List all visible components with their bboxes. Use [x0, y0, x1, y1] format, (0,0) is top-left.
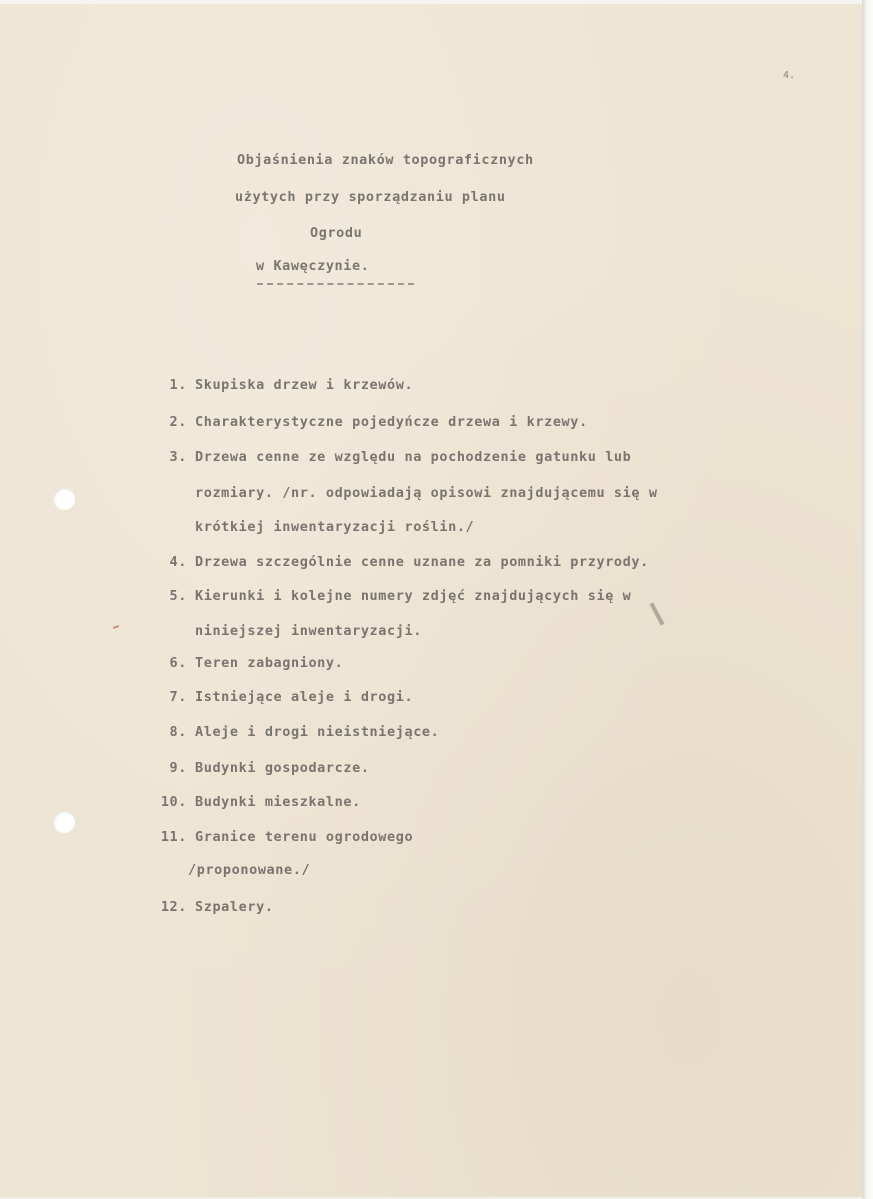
legend-item: [155, 449, 631, 465]
legend-item-number: 4.: [169, 554, 187, 570]
legend-item-number: 6.: [169, 655, 187, 671]
legend-item-text: Szpalery.: [195, 899, 274, 915]
legend-item-continuation: krótkiej inwentaryzacji roślin./: [195, 519, 475, 535]
legend-item-number: 10.: [160, 794, 187, 810]
legend-item: [155, 760, 370, 776]
page-number: 4.: [783, 70, 796, 81]
scan-right-edge: [862, 0, 873, 1199]
legend-item-text: Drzewa szczególnie cenne uznane za pomniki przyrody.: [195, 554, 649, 570]
legend-item-text: Budynki gospodarcze.: [195, 760, 370, 776]
legend-item-text: Granice terenu ogrodowego: [195, 829, 414, 845]
legend-item-continuation: /proponowane./: [188, 862, 311, 878]
legend-item: [155, 377, 413, 393]
legend-item-number: 3.: [169, 449, 187, 465]
pencil-tick: [113, 625, 119, 629]
legend-item-text: Teren zabagniony.: [195, 655, 344, 671]
legend-item-text: Kierunki i kolejne numery zdjęć znajdujących się w: [195, 588, 632, 604]
legend-item-number: 5.: [169, 588, 187, 604]
legend-item-text: Skupiska drzew i krzewów.: [195, 377, 414, 393]
punch-hole-lower: [53, 811, 75, 833]
legend-item-number: 2.: [169, 414, 187, 430]
legend-item: [155, 588, 631, 604]
title-line-4: w Kawęczynie.: [256, 258, 370, 274]
legend-item-continuation: niniejszej inwentaryzacji.: [195, 623, 422, 639]
legend-item-number: 9.: [169, 760, 187, 776]
legend-item: [155, 829, 413, 845]
legend-item: [155, 899, 274, 915]
legend-item-number: 7.: [169, 689, 187, 705]
legend-item-number: 1.: [169, 377, 187, 393]
punch-hole-upper: [53, 488, 75, 510]
title-line-1: Objaśnienia znaków topograficznych: [237, 152, 534, 168]
ink-smudge: [650, 602, 665, 625]
legend-item-text: Aleje i drogi nieistniejące.: [195, 724, 440, 740]
legend-item-continuation: rozmiary. /nr. odpowiadają opisowi znajdującemu się w: [195, 485, 658, 501]
legend-item-number: 12.: [160, 899, 187, 915]
legend-item-text: Charakterystyczne pojedyńcze drzewa i krzewy.: [195, 414, 588, 430]
legend-item: [155, 554, 649, 570]
legend-item-number: 11.: [160, 829, 187, 845]
legend-item: [155, 794, 361, 810]
title-underline: [257, 283, 414, 285]
legend-item: [155, 689, 413, 705]
title-line-3: Ogrodu: [310, 225, 363, 241]
legend-item-text: Istniejące aleje i drogi.: [195, 689, 414, 705]
legend-item: [155, 655, 343, 671]
legend-item-text: Drzewa cenne ze względu na pochodzenie gatunku lub: [195, 449, 632, 465]
legend-item-text: Budynki mieszkalne.: [195, 794, 361, 810]
legend-item-number: 8.: [169, 724, 187, 740]
title-line-2: użytych przy sporządzaniu planu: [235, 189, 506, 205]
legend-item: [155, 724, 439, 740]
legend-item: [155, 414, 588, 430]
